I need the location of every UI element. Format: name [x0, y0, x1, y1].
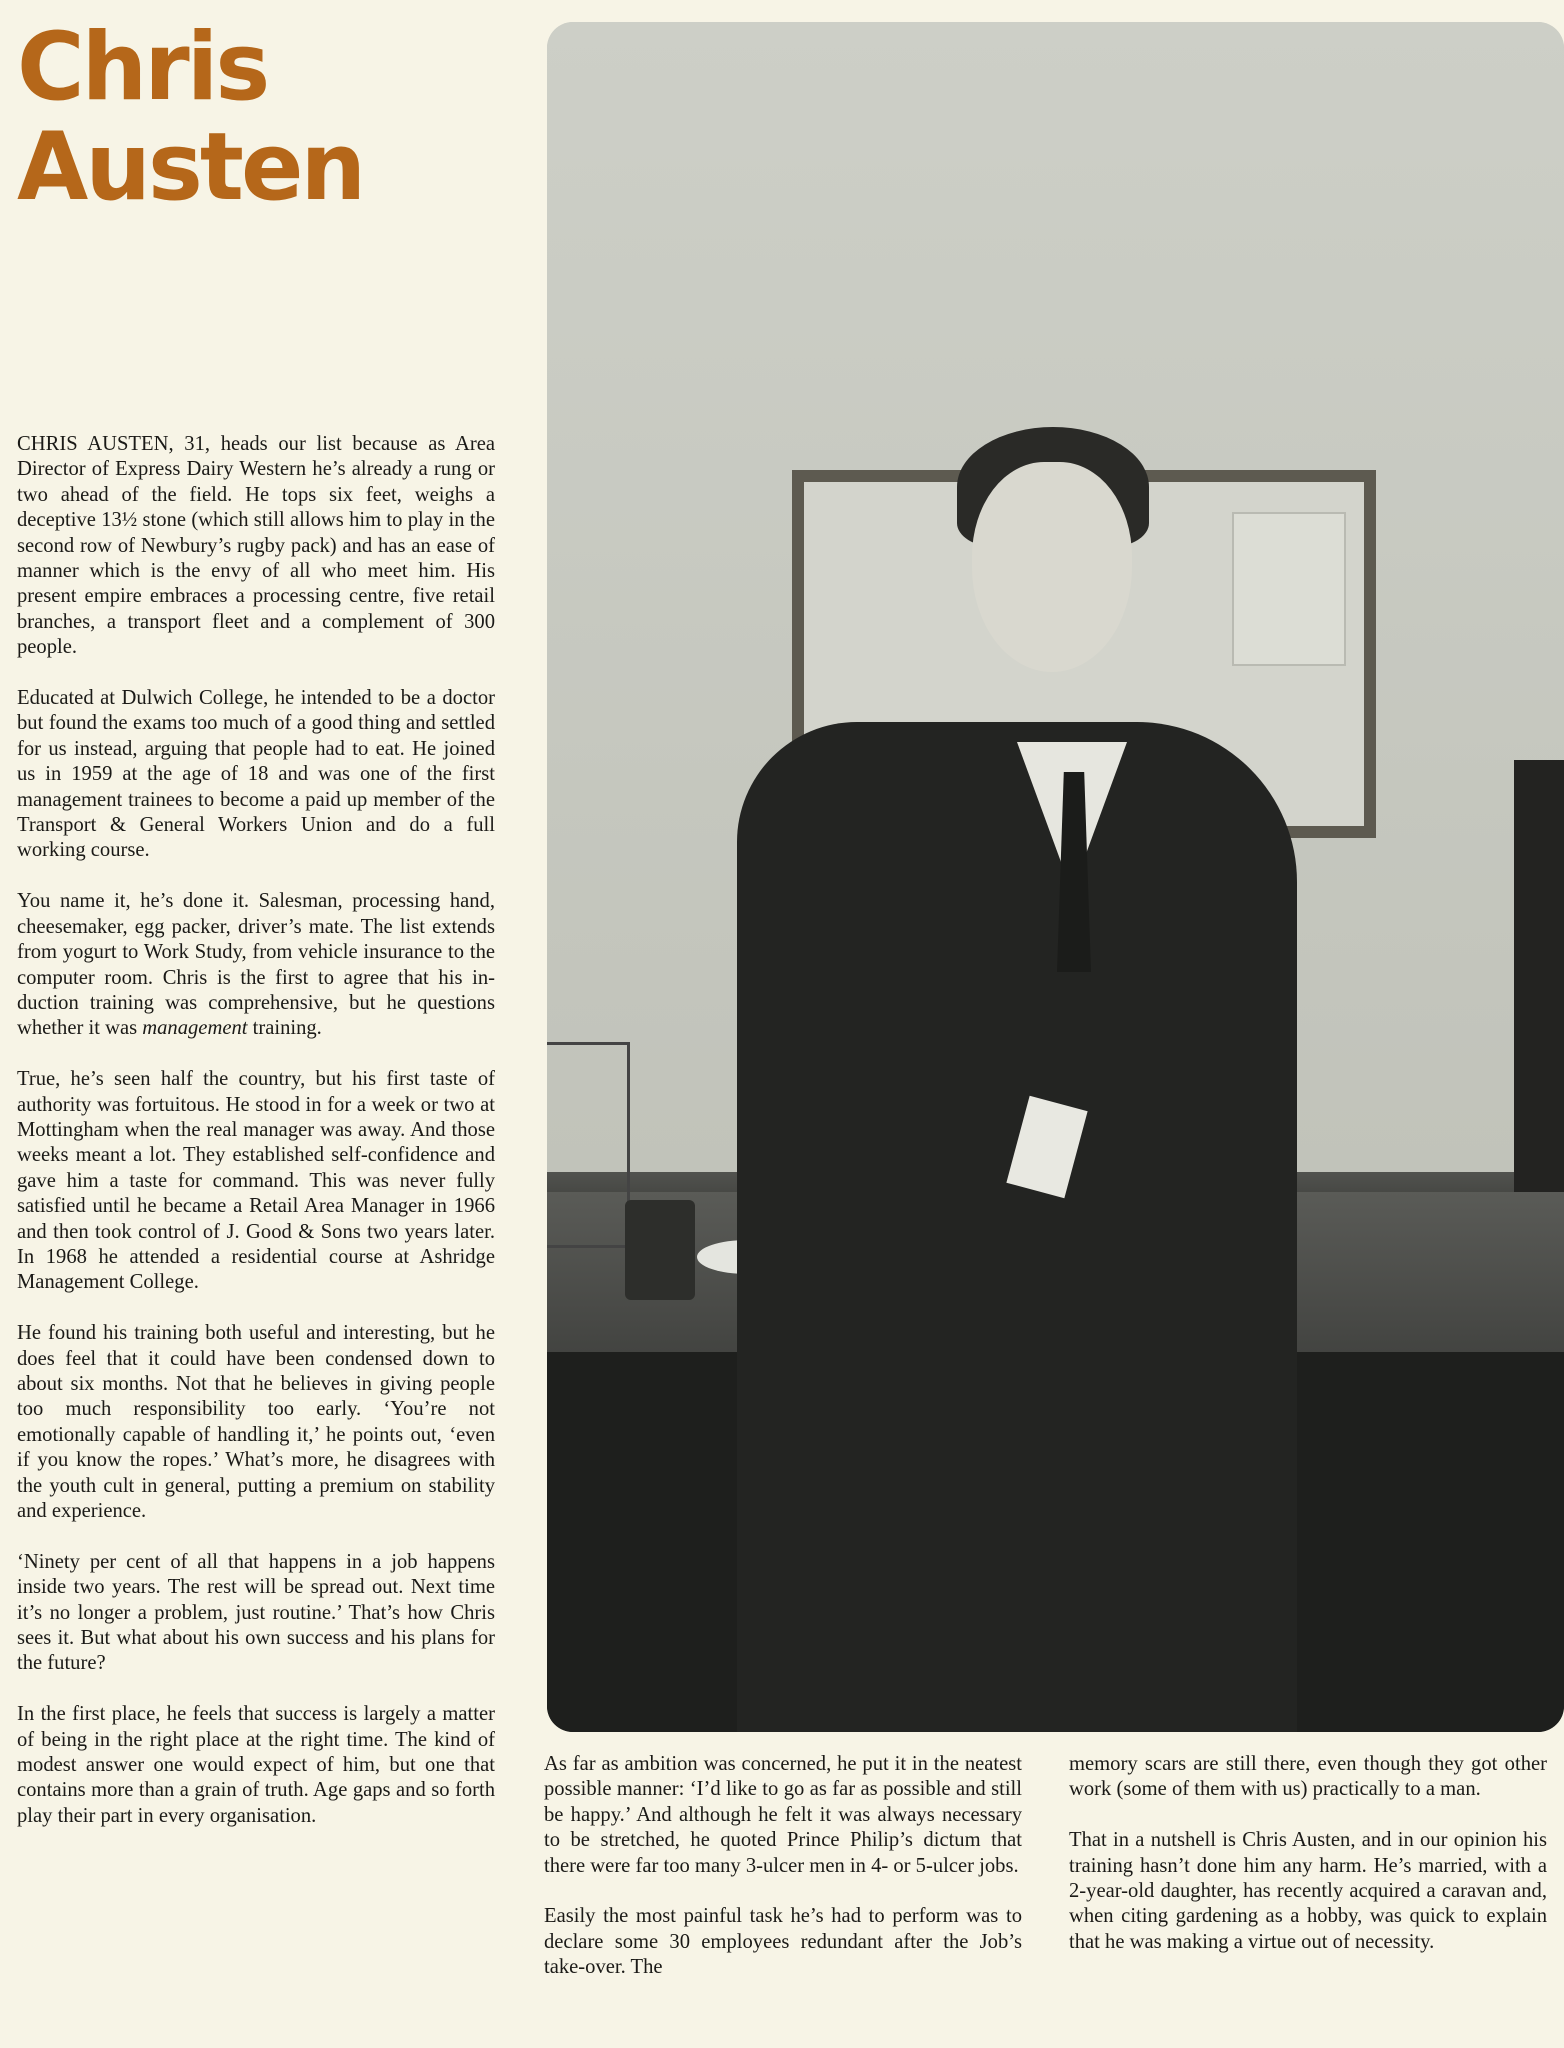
- photo-pen-pot: [625, 1200, 695, 1300]
- paragraph: In the first place, he feels that success is largely a matter of being in the right place at the right time. The kind of modest answer one would expect of him, but one that contains more than a grain of truth. Age gaps and so forth play their part in every organisation.: [17, 1703, 495, 1827]
- paragraph: Easily the most painful task he’s had to perform was to declare some 30 employees redundant after the Job’s take-over. The: [544, 1905, 1022, 1979]
- emphasized-word: management: [142, 1017, 248, 1040]
- paragraph: True, he’s seen half the country, but his first taste of authority was fortuitous. He stood in for a week or two at Mottingham when the real manager was away. And those weeks meant a lot. They established self-confidence and gave him a taste for command. This was never fully satisfied until he became a Retail Area Manager in 1966 and then took control of J. Good & Sons two years later. In 1968 he attended a residential course at Ashridge Management College.: [17, 1068, 495, 1294]
- paragraph: As far as ambition was concerned, he put it in the neatest possible manner: ‘I’d like to go as far as possible and still be happy.’ And although he felt it was always necessary to be stretched, he quoted Prince Philip’s dictum that there were far too many 3-ulcer men in 4- or 5-ulcer jobs.: [544, 1753, 1022, 1877]
- photo-face: [972, 462, 1132, 672]
- paragraph: That in a nutshell is Chris Austen, and in our opinion his training hasn’t done him any harm. He’s married, with a 2-year-old daughter, has recently acquired a caravan and, when citing gardening as a hobby, was quick to explain that he was making a virtue out of necessity.: [1069, 1829, 1547, 1953]
- paragraph: CHRIS AUSTEN, 31, heads our list because as Area Director of Express Dairy Western he’s already a rung or two ahead of the field. He tops six feet, weighs a deceptive 13½ stone (which still allows him to play in the second row of Newbury’s rugby pack) and has an ease of manner which is the envy of all who meet him. His present empire embraces a processing centre, five retail branches, a transport fleet and a complement of 300 people.: [17, 433, 495, 659]
- paragraph: ‘Ninety per cent of all that happens in a job happens inside two years. The rest will be spread out. Next time it’s no longer a problem, just routine.’ That’s how Chris sees it. But what about his own success and his plans for the future?: [17, 1550, 495, 1675]
- title-first-name: Chris: [17, 13, 268, 122]
- paragraph: memory scars are still there, even though they got other work (some of them with us) practically to a man.: [1069, 1753, 1547, 1801]
- article-column-right: [1069, 1752, 1547, 1955]
- portrait-photo: [547, 22, 1564, 1732]
- article-title: [17, 13, 364, 222]
- title-last-name: Austen: [17, 113, 364, 222]
- paragraph: Educated at Dulwich College, he intended to be a doctor but found the exams too much of a good thing and settled for us instead, arguing that people had to eat. He joined us in 1959 at the age of 18 and was one of the first management trainees to become a paid up member of the Transport & General Workers Union and do a full working course.: [17, 687, 495, 862]
- photo-suit: [737, 722, 1297, 1732]
- photo-letter-tray: [547, 1042, 630, 1248]
- article-column-left: [17, 432, 495, 1829]
- paragraph: He found his training both useful and interesting, but he does feel that it could have been condensed down to about six months. Not that he believes in giving people too much responsibility too early. ‘You’re not emotionally capable of handling it,’ he points out, ‘even if you know the ropes.’ What’s more, he disagrees with the youth cult in general, putting a premium on stability and experience.: [17, 1322, 495, 1522]
- paragraph: You name it, he’s done it. Salesman, processing hand, cheesemaker, egg packer, driver’s mate. The list extends from yogurt to Work Study, from vehicle insurance to the computer room. Chris is the first to agree that his induction training was comprehensive, but he questions whether it was management training.: [17, 890, 495, 1040]
- article-column-middle: [544, 1752, 1022, 1981]
